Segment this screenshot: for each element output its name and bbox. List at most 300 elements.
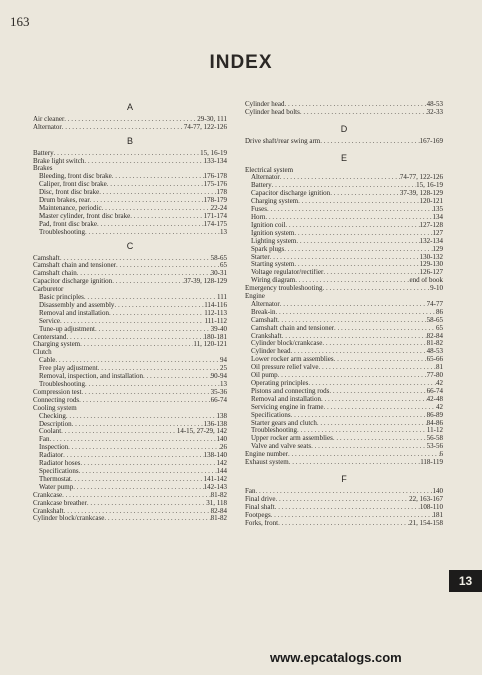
entry-text: Compression test [33, 388, 82, 396]
entry-text: Drive shaft/rear swing arm [245, 137, 321, 145]
index-entry [245, 412, 443, 420]
section-letter: B [126, 135, 133, 146]
index-entry [245, 285, 443, 293]
index-entry [245, 388, 443, 396]
dot-leader [62, 124, 184, 132]
entry-text: Camshaft chain and tensioner [251, 324, 335, 332]
dot-leader [61, 428, 177, 436]
entry-text: Camshaft chain and tensioner [33, 262, 117, 270]
dot-leader [278, 520, 409, 528]
dot-leader [60, 255, 211, 263]
index-entry [245, 222, 443, 230]
dot-leader [282, 333, 427, 341]
index-entry [33, 158, 227, 166]
dot-leader [300, 109, 427, 117]
entry-text: Checking [39, 412, 66, 420]
dot-leader [272, 182, 417, 190]
index-entry [33, 318, 227, 326]
dot-leader [98, 365, 220, 373]
entry-text: Cylinder block/crankcase [251, 340, 323, 348]
dot-leader [79, 468, 217, 476]
entry-text: Ignition system [251, 229, 295, 237]
index-entry [245, 261, 443, 269]
entry-text: Camshaft [33, 254, 60, 262]
entry-text: Wiring diagram [251, 277, 296, 285]
dot-leader [298, 198, 420, 206]
index-entry [245, 380, 443, 388]
dot-leader [107, 181, 204, 189]
entry-text: Brake light switch [33, 157, 85, 165]
dot-leader [80, 460, 216, 468]
entry-text: Troubleshooting [39, 228, 86, 236]
index-entry [245, 348, 443, 356]
entry-pages: 42 [436, 380, 443, 387]
section-letter: D [340, 123, 348, 134]
entry-pages: 140 [216, 436, 227, 444]
index-entry [33, 460, 227, 468]
dot-leader [50, 436, 217, 444]
entry-text: Cylinder block/crankcase [33, 515, 105, 523]
index-entry [33, 124, 227, 132]
entry-text: Oil pressure relief valve [251, 364, 319, 372]
entry-pages: 11, 120-121 [193, 341, 227, 349]
dot-leader [80, 341, 193, 349]
index-entry [245, 340, 443, 348]
index-entry [33, 310, 227, 318]
index-entry [33, 500, 227, 508]
entry-pages: 130-132 [419, 253, 443, 261]
index-entry [33, 373, 227, 381]
entry-text: Cooling system [33, 404, 77, 412]
entry-pages: 111 [217, 294, 227, 302]
entry-text: Specifications [39, 467, 79, 475]
index-entry [245, 101, 443, 109]
entry-pages: 42 [436, 403, 443, 411]
entry-text: Cylinder head bolts [245, 108, 300, 116]
entry-pages: 81-82 [426, 340, 443, 348]
entry-pages: 48-53 [426, 348, 443, 356]
index-entry [33, 278, 227, 286]
entry-text: Battery [251, 182, 272, 190]
entry-pages: 74-77, 122-126 [183, 123, 227, 131]
entry-text: Centerstand [33, 333, 67, 341]
entry-pages: 15, 16-19 [200, 149, 227, 157]
dot-leader [90, 197, 204, 205]
entry-pages: 134 [432, 213, 443, 221]
entry-pages: 111-112 [204, 317, 227, 325]
dot-leader [334, 325, 436, 333]
entry-text: Break-in [251, 308, 276, 316]
entry-text: Forks, front [245, 519, 279, 527]
index-entry [245, 451, 443, 459]
entry-text: Removal and installation [251, 395, 321, 403]
entry-text: Disc, front disc brake [39, 189, 100, 197]
dot-leader [278, 372, 427, 380]
entry-pages: 81 [436, 364, 443, 372]
entry-pages: 135 [432, 206, 443, 214]
entry-pages: 35-36 [210, 388, 227, 396]
entry-pages: 181 [432, 511, 443, 519]
dot-leader [79, 397, 211, 405]
dot-leader [71, 476, 204, 484]
index-entry [33, 229, 227, 237]
entry-text: Engine [245, 293, 265, 301]
dot-leader [270, 254, 420, 262]
entry-text: Connecting rods [33, 396, 80, 404]
dot-leader [95, 326, 211, 334]
index-entry [33, 181, 227, 189]
index-left-column [33, 104, 227, 523]
entry-text: Cylinder head [251, 348, 291, 356]
index-entry [245, 496, 443, 504]
index-entry [245, 427, 443, 435]
index-entry [245, 230, 443, 238]
section-letter: E [340, 152, 347, 163]
dot-leader [322, 340, 426, 348]
entry-text: Camshaft [251, 316, 278, 324]
entry-text: Lower rocker arm assemblies [251, 356, 334, 364]
entry-text: Bleeding, front disc brake [39, 173, 112, 181]
index-entry [245, 182, 443, 190]
index-entry [33, 444, 227, 452]
index-entry [245, 254, 443, 262]
section-letter: C [126, 240, 134, 251]
index-entry [33, 484, 227, 492]
entry-pages: 22, 163-167 [409, 495, 443, 503]
dot-leader [81, 389, 210, 397]
dot-leader [66, 413, 217, 421]
entry-pages: 56-58 [426, 435, 443, 443]
dot-leader [290, 348, 426, 356]
index-entry [33, 221, 227, 229]
entry-pages: 120-121 [419, 198, 443, 206]
dot-leader [322, 285, 430, 293]
dot-leader [291, 412, 427, 420]
entry-text: Crankcase breather [33, 499, 87, 507]
index-entry [245, 214, 443, 222]
dot-leader [285, 222, 419, 230]
entry-pages: 65 [220, 262, 227, 270]
entry-pages: 90-94 [210, 373, 227, 381]
dot-leader [54, 150, 201, 158]
entry-pages: 58-65 [426, 316, 443, 324]
entry-text: Operating principles [251, 380, 309, 387]
entry-pages: 22-24 [210, 204, 227, 212]
entry-pages: 25 [220, 365, 227, 373]
entry-pages: 94 [220, 357, 227, 365]
entry-pages: 9-10 [430, 285, 443, 293]
entry-pages: 66-74 [210, 396, 227, 404]
dot-leader [297, 427, 427, 435]
entry-pages: 53-56 [426, 443, 443, 451]
entry-text: Troubleshooting [39, 381, 86, 388]
entry-text: Lighting system [251, 237, 297, 245]
entry-pages: 26 [220, 444, 227, 452]
entry-text: Thermostat [39, 475, 71, 483]
dot-leader [73, 484, 203, 492]
entry-text: Ignition coil [251, 221, 286, 229]
entry-pages: 31, 118 [206, 499, 227, 507]
page-number: 163 [10, 14, 30, 29]
entry-pages: 174-175 [203, 220, 227, 228]
dot-leader [130, 213, 203, 221]
entry-pages: 37-39, 128-129 [183, 278, 227, 286]
entry-text: Pad, front disc brake [39, 220, 97, 228]
entry-pages: 142-143 [203, 483, 227, 491]
entry-pages: 66-74 [426, 387, 443, 395]
index-entry [33, 302, 227, 310]
index-entry [245, 435, 443, 443]
index-entry [245, 372, 443, 380]
dot-leader [99, 189, 216, 197]
index-entry [245, 206, 443, 214]
index-entry [245, 364, 443, 372]
entry-pages: 126-127 [419, 269, 443, 277]
index-entry [245, 198, 443, 206]
entry-pages: 138 [216, 412, 227, 420]
dot-leader [294, 230, 432, 238]
entry-pages: 37-39, 128-129 [399, 190, 443, 198]
dot-leader [60, 318, 204, 326]
entry-text: Capacitor discharge ignition [33, 278, 113, 286]
index-entry [245, 109, 443, 117]
dot-leader [289, 459, 420, 467]
entry-pages: 65 [436, 324, 443, 332]
index-entry [245, 404, 443, 412]
entry-pages: 108-110 [419, 503, 443, 511]
entry-text: Tune-up adjustment [39, 325, 95, 333]
index-entry [33, 116, 227, 124]
entry-pages: 48-53 [426, 101, 443, 108]
index-entry [245, 317, 443, 325]
index-entry [33, 413, 227, 421]
dot-leader [323, 269, 419, 277]
index-entry [245, 167, 443, 175]
index-entry [33, 357, 227, 365]
entry-text: Horn [251, 213, 266, 221]
entry-pages: 180-181 [203, 333, 227, 341]
index-entry [33, 189, 227, 197]
index-entry [33, 173, 227, 181]
dot-leader [296, 238, 419, 246]
index-entry [33, 213, 227, 221]
entry-text: Oil pump [251, 372, 278, 380]
entry-pages: 30-31 [210, 270, 227, 278]
dot-leader [114, 302, 204, 310]
dot-leader [308, 380, 436, 388]
dot-leader [84, 158, 203, 166]
index-entry [33, 405, 227, 413]
dot-leader [295, 277, 409, 285]
entry-pages: 118-119 [420, 459, 443, 467]
entry-text: Starter [251, 253, 270, 261]
entry-text: Crankshaft [33, 507, 64, 515]
entry-pages: 32-33 [426, 108, 443, 116]
dot-leader [318, 364, 436, 372]
index-entry [245, 269, 443, 277]
dot-leader [77, 270, 211, 278]
dot-leader [87, 500, 206, 508]
entry-text: Final shaft [245, 503, 275, 511]
entry-pages: 129-130 [419, 261, 443, 269]
entry-pages: 171-174 [203, 212, 227, 220]
entry-text: Alternator [33, 123, 62, 131]
entry-pages: 11-12 [426, 427, 443, 435]
entry-pages: 129 [432, 245, 443, 253]
page-title: INDEX [209, 52, 273, 73]
index-entry [33, 397, 227, 405]
entry-text: Charging system [33, 341, 81, 349]
index-entry [33, 150, 227, 158]
entry-text: Crankshaft [251, 332, 282, 340]
entry-text: Electrical system [245, 166, 294, 174]
index-entry [33, 381, 227, 389]
index-entry [33, 326, 227, 334]
entry-text: Free play adjustment [39, 365, 98, 373]
entry-text: Fuses [251, 206, 267, 214]
dot-leader [280, 174, 400, 182]
index-entry [33, 270, 227, 278]
dot-leader [265, 214, 432, 222]
index-entry [245, 301, 443, 309]
dot-leader [324, 404, 436, 412]
entry-text: Alternator [251, 300, 280, 308]
dot-leader [64, 508, 211, 516]
dot-leader [334, 356, 427, 364]
dot-leader [320, 138, 419, 146]
dot-leader [280, 301, 427, 309]
dot-leader [68, 444, 220, 452]
index-entry [33, 197, 227, 205]
entry-text: Starter gears and clutch [251, 419, 317, 427]
dot-leader [55, 357, 220, 365]
index-entry [33, 515, 227, 523]
entry-pages: 114-116 [204, 301, 227, 309]
entry-pages: 13 [220, 228, 227, 236]
index-entry [33, 492, 227, 500]
entry-text: Radiator hoses [39, 460, 81, 468]
index-entry [245, 325, 443, 333]
entry-text: Drum brakes, rear [39, 197, 90, 205]
entry-pages: 15, 16-19 [416, 182, 443, 190]
watermark: www.epcatalogs.com [270, 650, 402, 665]
dot-leader [311, 443, 427, 451]
entry-text: Servicing engine in frame [251, 403, 324, 411]
entry-pages: 136-138 [203, 420, 227, 428]
entry-text: Service [39, 317, 60, 325]
entry-text: Inspection [39, 444, 69, 452]
entry-pages: 58-65 [210, 254, 227, 262]
entry-pages: 176-178 [203, 173, 227, 181]
index-entry [33, 508, 227, 516]
dot-leader [102, 205, 211, 213]
index-entry [245, 277, 443, 285]
dot-leader [284, 246, 432, 254]
entry-text: Description [39, 420, 72, 428]
entry-pages: 133-134 [203, 157, 227, 165]
entry-text: Capacitor discharge ignition [251, 190, 331, 198]
entry-text: Removal, inspection, and installation [39, 373, 144, 381]
index-right-column [245, 101, 443, 527]
entry-pages: 86-89 [426, 411, 443, 419]
dot-leader [72, 421, 204, 429]
entry-text: Clutch [33, 349, 52, 357]
entry-pages: 84-86 [426, 419, 443, 427]
entry-pages: 74-77 [426, 300, 443, 308]
dot-leader [294, 261, 419, 269]
chapter-tab: 13 [449, 570, 482, 592]
entry-text: Voltage regulator/rectifier [251, 269, 324, 277]
entry-pages: 29-30, 111 [197, 115, 227, 123]
dot-leader [256, 488, 433, 496]
entry-text: Cylinder head [245, 101, 285, 108]
entry-pages: 21, 154-158 [409, 519, 443, 527]
dot-leader [104, 515, 210, 523]
section-letter: F [341, 473, 347, 484]
index-entry [33, 255, 227, 263]
entry-pages: 144 [216, 467, 227, 475]
index-entry [33, 436, 227, 444]
index-entry [33, 428, 227, 436]
dot-leader [85, 229, 220, 237]
entry-text: Removal and installation [39, 309, 109, 317]
entry-text: Coolant [39, 428, 62, 436]
entry-pages: end of book [409, 277, 443, 285]
index-entry [245, 246, 443, 254]
entry-text: Disassembly and assembly [39, 301, 115, 309]
entry-pages: 127-128 [419, 221, 443, 229]
index-entry [33, 341, 227, 349]
index-entry [245, 443, 443, 451]
entry-pages: 140 [432, 487, 443, 495]
entry-pages: 142 [216, 460, 227, 468]
dot-leader [329, 388, 426, 396]
index-entry [245, 138, 443, 146]
index-entry [245, 396, 443, 404]
entry-text: Battery [33, 149, 54, 157]
entry-text: Upper rocker arm assemblies [251, 435, 333, 443]
dot-leader [66, 334, 203, 342]
entry-pages: 141-142 [203, 475, 227, 483]
entry-text: Footpegs [245, 511, 271, 519]
entry-text: Basic principles [39, 294, 84, 302]
index-entry [33, 286, 227, 294]
dot-leader [276, 309, 437, 317]
dot-leader [62, 492, 211, 500]
entry-pages: 81-82 [210, 515, 227, 523]
entry-pages: 74-77, 122-126 [399, 174, 443, 182]
dot-leader [85, 381, 220, 389]
dot-leader [112, 173, 204, 181]
entry-pages: 86 [436, 308, 443, 316]
dot-leader [116, 262, 220, 270]
index-entry [33, 205, 227, 213]
entry-pages: 175-176 [203, 181, 227, 189]
dot-leader [64, 116, 197, 124]
entry-pages: 13 [220, 381, 227, 388]
entry-text: Radiator [39, 452, 64, 460]
entry-text: Fan [245, 487, 256, 495]
index-entry [245, 420, 443, 428]
index-entry [33, 294, 227, 302]
entry-pages: 112-113 [204, 309, 227, 317]
dot-leader [321, 396, 427, 404]
entry-text: Crankcase [33, 491, 63, 499]
entry-text: Air cleaner [33, 115, 65, 123]
index-entry [245, 190, 443, 198]
entry-text: Carburetor [33, 286, 64, 294]
index-entry [33, 165, 227, 173]
